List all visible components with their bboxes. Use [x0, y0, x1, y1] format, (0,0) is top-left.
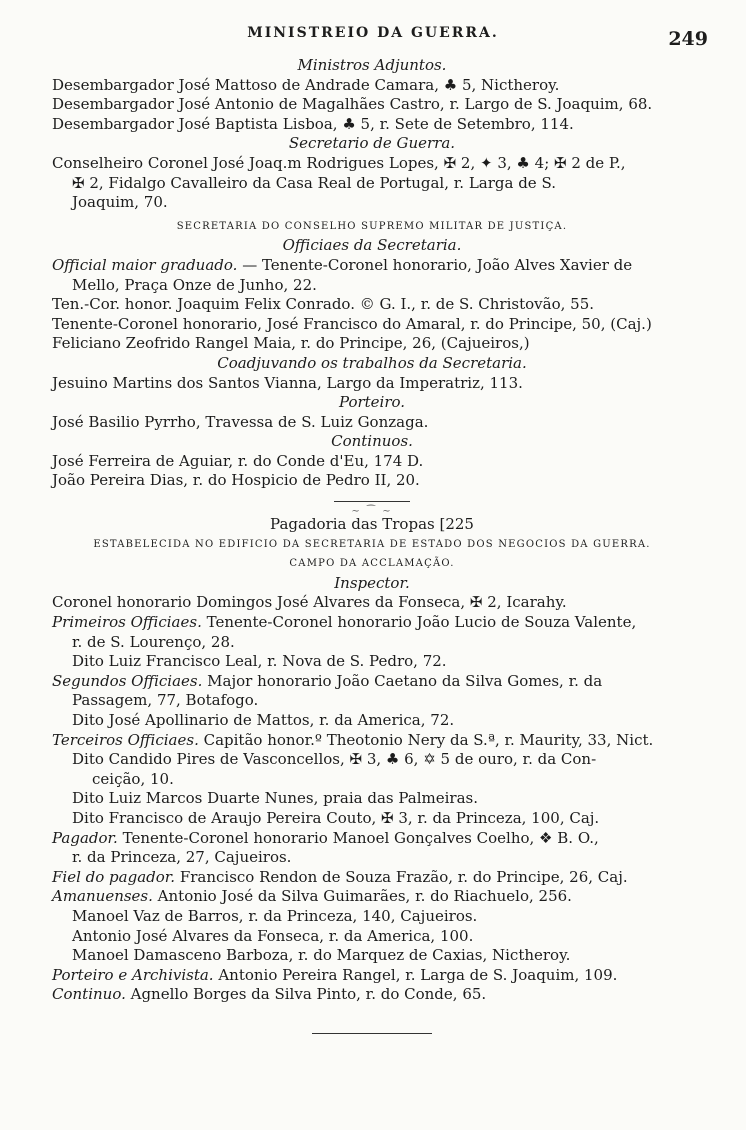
pagador-label: Pagador.: [52, 828, 118, 847]
ministro-entry-2: Desembargador José Antonio de Magalhães Castro, r. Largo de S. Joaquim, 68.: [52, 95, 653, 114]
continuo-entry-1: José Ferreira de Aguiar, r. do Conde d'Eu, 174 D.: [52, 451, 424, 470]
segundos-cont: Passagem, 77, Botafogo.: [72, 691, 259, 710]
official-maior-cont: Mello, Praça Onze de Junho, 22.: [72, 275, 317, 294]
ornament-divider: ∼ ⁀ ∼: [351, 506, 393, 518]
porteiro-entry: José Basilio Pyrrho, Travessa de S. Luiz Gonzaga.: [52, 412, 429, 431]
terceiros-label: Terceiros Officiaes.: [52, 730, 199, 749]
primeiros-entry: [52, 613, 692, 633]
official-maior-entry: [52, 256, 692, 276]
section-heading-coadjuvando: Coadjuvando os trabalhos da Secretaria.: [217, 353, 527, 372]
secretario-line-2: ✠ 2, Fidalgo Cavalleiro da Casa Real de Portugal, r. Larga de S.: [72, 173, 556, 192]
amanuense-entry-4: Manoel Damasceno Barboza, r. do Marquez de Caxias, Nictheroy.: [72, 946, 571, 965]
secretaria-entry-1: Ten.-Cor. honor. Joaquim Felix Conrado. © G. I., r. de S. Christovão, 55.: [52, 295, 594, 314]
secretaria-entry-3: Feliciano Zeofrido Rangel Maia, r. do Principe, 26, (Cajueiros,): [52, 334, 530, 353]
ministro-entry-3: Desembargador José Baptista Lisboa, ♣ 5, r. Sete de Setembro, 114.: [52, 114, 574, 133]
inspector-entry: Coronel honorario Domingos José Alvares da Fonseca, ✠ 2, Icarahy.: [52, 593, 567, 612]
terceiros-text: Capitão honor.º Theotonio Nery da S.ª, r. Maurity, 33, Nict.: [198, 730, 654, 749]
official-maior-text: — Tenente-Coronel honorario, João Alves Xavier de: [237, 255, 633, 274]
continuo-pagadoria-entry: [52, 985, 692, 1005]
terceiros-dito-2: Dito Luiz Marcos Duarte Nunes, praia das Palmeiras.: [72, 789, 479, 808]
secretaria-entry-2: Tenente-Coronel honorario, José Francisco do Amaral, r. do Principe, 50, (Caj.): [52, 314, 652, 333]
terceiros-entry: [52, 731, 692, 751]
page-number: 249: [668, 28, 708, 50]
section-heading-officiaes: Officiaes da Secretaria.: [282, 236, 462, 255]
section-heading-secretaria-conselho: SECRETARIA DO CONSELHO SUPREMO MILITAR DE JUSTIÇA.: [176, 220, 568, 232]
page-body: [52, 56, 692, 1034]
pagador-entry: [52, 829, 692, 849]
secretario-line-3: Joaquim, 70.: [72, 193, 168, 212]
coadjuvando-entry: Jesuino Martins dos Santos Vianna, Largo da Imperatriz, 113.: [52, 373, 523, 392]
segundos-entry: [52, 672, 692, 692]
amanuenses-entry: [52, 887, 692, 907]
official-maior-label: Official maior graduado.: [52, 255, 238, 274]
section-heading-ministros: Ministros Adjuntos.: [297, 56, 447, 74]
porteiro-archivista-entry: [52, 966, 692, 986]
section-heading-inspector: Inspector.: [334, 573, 410, 592]
primeiros-text: Tenente-Coronel honorario João Lucio de Souza Valente,: [201, 613, 637, 632]
pagadoria-subtitle-1: ESTABELECIDA NO EDIFICIO DA SECRETARIA DE ESTADO DOS NEGOCIOS DA GUERRA.: [93, 538, 651, 550]
primeiros-label: Primeiros Officiaes.: [52, 613, 202, 632]
continuo-pagadoria-text: Agnello Borges da Silva Pinto, r. do Conde, 65.: [125, 985, 487, 1004]
amanuense-entry-2: Manoel Vaz de Barros, r. da Princeza, 140, Cajueiros.: [72, 906, 478, 925]
secretario-line-1: Conselheiro Coronel José Joaq.m Rodrigues Lopes, ✠ 2, ✦ 3, ♣ 4; ✠ 2 de P.,: [52, 153, 626, 172]
section-heading-porteiro: Porteiro.: [338, 393, 406, 412]
porteiro-archivista-text: Antonio Pereira Rangel, r. Larga de S. Joaquim, 109.: [213, 965, 618, 984]
pagadoria-subtitle-2: CAMPO DA ACCLAMAÇÃO.: [289, 558, 455, 570]
continuo-entry-2: João Pereira Dias, r. do Hospicio de Pedro II, 20.: [52, 471, 420, 490]
segundos-dito: Dito José Apollinario de Mattos, r. da America, 72.: [72, 711, 455, 729]
fiel-entry: [52, 868, 692, 888]
primeiros-dito: Dito Luiz Francisco Leal, r. Nova de S. Pedro, 72.: [72, 652, 447, 671]
section-heading-continuos: Continuos.: [331, 432, 413, 451]
primeiros-cont: r. de S. Lourenço, 28.: [72, 632, 235, 651]
pagadoria-title: Pagadoria das Tropas [225: [270, 515, 474, 534]
section-heading-secretario: Secretario de Guerra.: [288, 134, 456, 153]
page-header-title: MINISTREIO DA GUERRA.: [247, 25, 499, 41]
continuo-pagadoria-label: Continuo.: [52, 985, 126, 1004]
porteiro-archivista-label: Porteiro e Archivista.: [52, 965, 214, 984]
terceiros-dito-1: Dito Candido Pires de Vasconcellos, ✠ 3, ♣ 6, ✡ 5 de ouro, r. da Con-: [72, 750, 597, 769]
terceiros-dito-1-cont: ceição, 10.: [92, 769, 174, 788]
amanuenses-text: Antonio José da Silva Guimarães, r. do Riachuelo, 256.: [152, 887, 572, 906]
terceiros-dito-3: Dito Francisco de Araujo Pereira Couto, ✠ 3, r. da Princeza, 100, Caj.: [72, 808, 600, 827]
ministro-entry-1: Desembargador José Mattoso de Andrade Camara, ♣ 5, Nictheroy.: [52, 75, 560, 94]
fiel-label: Fiel do pagador.: [52, 867, 176, 886]
fiel-text: Francisco Rendon de Souza Frazão, r. do Principe, 26, Caj.: [175, 867, 628, 886]
pagador-text: Tenente-Coronel honorario Manoel Gonçalves Coelho, ❖ B. O.,: [117, 828, 599, 847]
amanuenses-label: Amanuenses.: [52, 887, 153, 906]
pagador-cont: r. da Princeza, 27, Cajueiros.: [72, 848, 292, 867]
segundos-text: Major honorario João Caetano da Silva Gomes, r. da: [202, 671, 603, 690]
amanuense-entry-3: Antonio José Alvares da Fonseca, r. da America, 100.: [72, 926, 474, 945]
end-rule: [312, 1033, 432, 1034]
segundos-label: Segundos Officiaes.: [52, 671, 203, 690]
